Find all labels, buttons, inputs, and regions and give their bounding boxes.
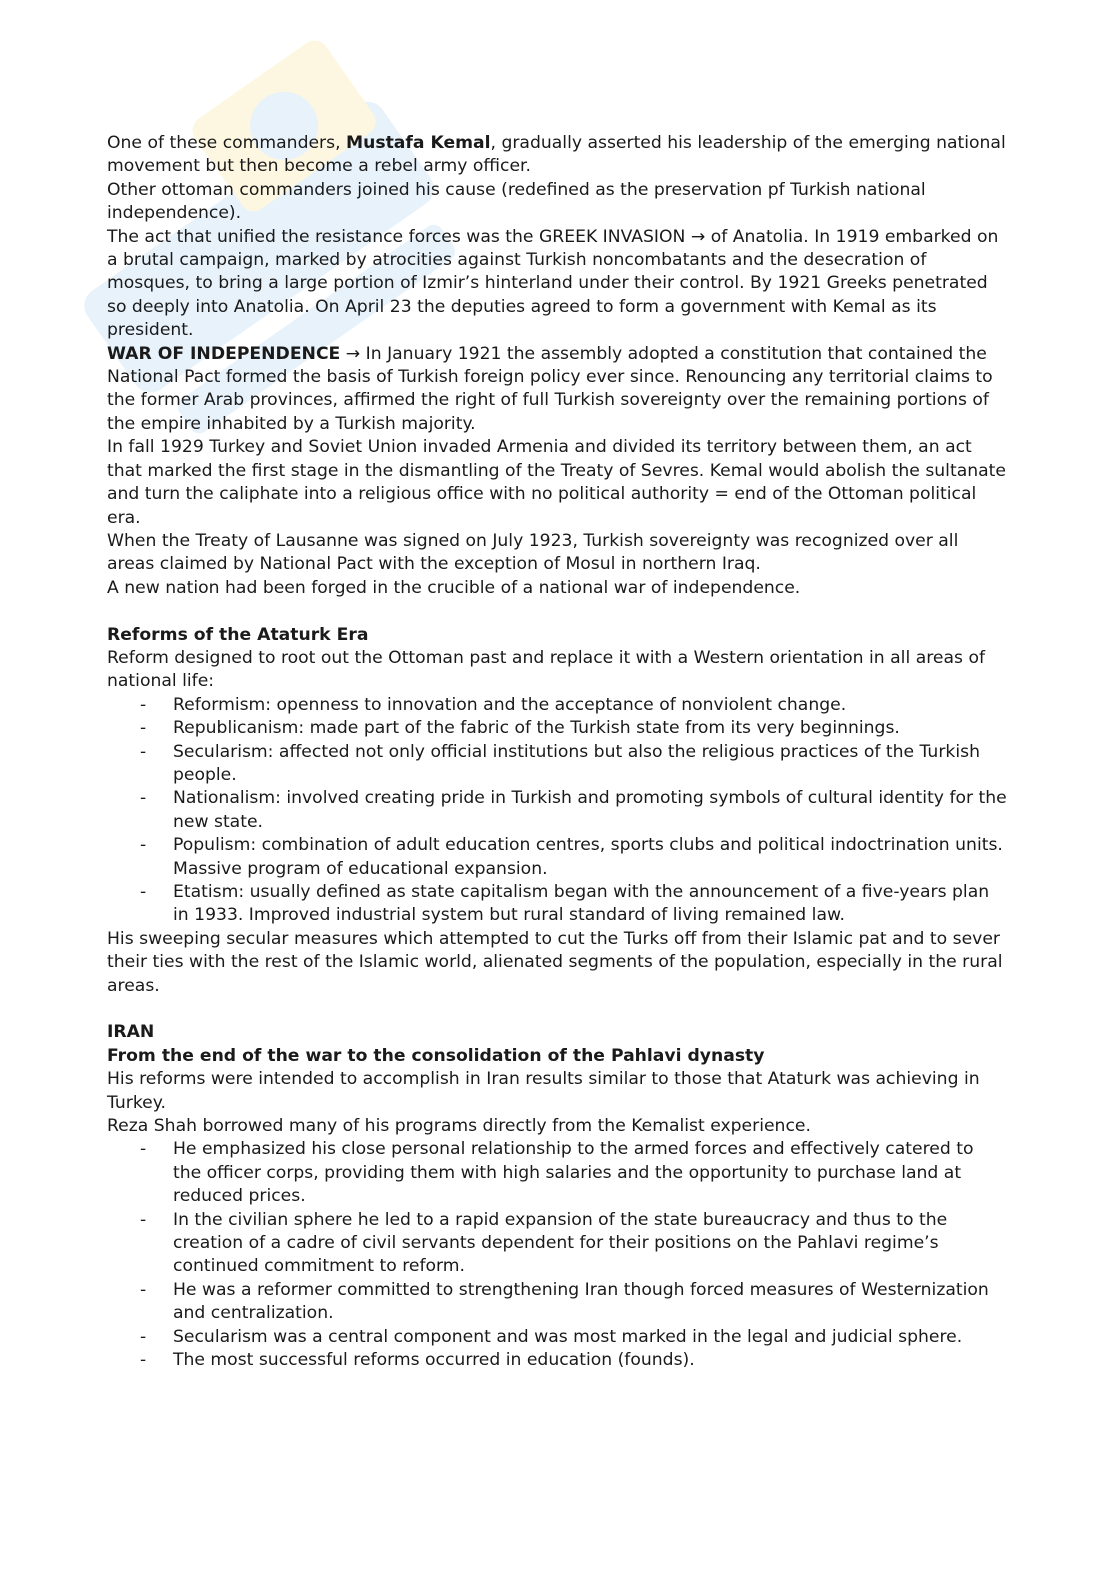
paragraph-new-nation: A new nation had been forged in the crucible of a national war of independence.: [107, 577, 801, 598]
paragraph-reza-shah: Reza Shah borrowed many of his programs directly from the Kemalist experience.: [107, 1116, 811, 1137]
spacer: [107, 998, 1007, 1021]
paragraph-mustafa-kemal: [107, 132, 1007, 179]
text-span: In January 1921 the assembly adopted a constitution that contained the National Pact formed the basis of Turkish foreign policy ever since. Renouncing any territorial claims to the former Arab provinces, affirmed the right of full Turkish sovereignty over the remaining portions of the empire inhabited by a Turkish majority.: [107, 343, 993, 434]
list-item: - Etatism: usually defined as state capitalism began with the announcement of a five-years plan in 1933. Improved industrial system but rural standard of living remained law.: [173, 881, 1007, 928]
list-item: - Republicanism: made part of the fabric of the Turkish state from its very beginnings.: [173, 717, 1007, 740]
paragraph-armenia: In fall 1929 Turkey and Soviet Union invaded Armenia and divided its territory between them, an act that marked the first stage in the dismantling of the Treaty of Sevres. Kemal would abolish the sultanate and turn the caliphate into a religious office with no political authority = end of the Ottoman political era.: [107, 437, 1006, 528]
heading-war-of-independence: WAR OF INDEPENDENCE: [107, 343, 341, 364]
paragraph-reforms-intro: Reform designed to root out the Ottoman past and replace it with a Western orientation in all areas of national life:: [107, 647, 986, 692]
list-reza-shah: [107, 1138, 1007, 1372]
paragraph-lausanne: When the Treaty of Lausanne was signed on July 1923, Turkish sovereignty was recognized over all areas claimed by National Pact with the exception of Mosul in northern Iraq.: [107, 530, 959, 575]
list-item: - He emphasized his close personal relationship to the armed forces and effectively catered to the officer corps, providing them with high salaries and the opportunity to purchase land at reduced prices.: [173, 1138, 1007, 1208]
heading-pahlavi: [107, 1045, 1007, 1068]
name-mustafa-kemal: Mustafa Kemal: [346, 133, 491, 153]
text-span: One of these commanders,: [107, 133, 346, 153]
heading-text: Reforms of the Ataturk Era: [107, 624, 369, 645]
list-item: - Secularism: affected not only official institutions but also the religious practices of the Turkish people.: [173, 741, 1007, 788]
list-item: - The most successful reforms occurred in education (founds).: [173, 1349, 1007, 1372]
paragraph-other-commanders: Other ottoman commanders joined his cause (redefined as the preservation pf Turkish national independence).: [107, 179, 926, 224]
heading-text: IRAN: [107, 1022, 155, 1043]
list-item: - Secularism was a central component and was most marked in the legal and judicial sphere.: [173, 1326, 1007, 1349]
text-span: The act that unified the resistance forces was the GREEK INVASION: [107, 226, 691, 247]
text-span: of Anatolia. In 1919 embarked on a brutal campaign, marked by atrocities against Turkish noncombatants and the desecration of mosques, to bring a large portion of Izmir’s hinterland under their control. By 1921 Greeks penetrated so deeply into Anatolia. On April 23 the deputies agreed to form a government with Kemal as its president.: [107, 226, 999, 341]
list-item: - Reformism: openness to innovation and the acceptance of nonviolent change.: [173, 694, 1007, 717]
list-item: - He was a reformer committed to strengthening Iran though forced measures of Westernization and centralization.: [173, 1279, 1007, 1326]
text-span: , gradually asserted his leadership of the emerging national movement but then become a rebel army officer.: [107, 133, 1006, 177]
paragraph-secular-measures: His sweeping secular measures which attempted to cut the Turks off from their Islamic pat and to sever their ties with the rest of the Islamic world, alienated segments of the population, especially in the rural areas.: [107, 928, 1003, 996]
heading-iran: [107, 1021, 1007, 1044]
spacer: [107, 600, 1007, 623]
paragraph-iran-reforms: His reforms were intended to accomplish in Iran results similar to those that Ataturk was achieving in Turkey.: [107, 1069, 980, 1113]
paragraph-war-of-independence: [107, 343, 1007, 437]
heading-text: From the end of the war to the consolidation of the Pahlavi dynasty: [107, 1045, 765, 1066]
list-item: - In the civilian sphere he led to a rapid expansion of the state bureaucracy and thus to the creation of a cadre of civil servants dependent for their positions on the Pahlavi regime’s continued commitment to reform.: [173, 1209, 1007, 1279]
paragraph-greek-invasion: [107, 226, 1007, 343]
arrow-icon: →: [345, 343, 361, 364]
document-page: [107, 132, 1007, 1373]
list-item: - Populism: combination of adult education centres, sports clubs and political indoctrination units. Massive program of educational expansion.: [173, 834, 1007, 881]
arrow-icon: →: [690, 226, 706, 247]
list-reforms: [107, 694, 1007, 928]
list-item: - Nationalism: involved creating pride in Turkish and promoting symbols of cultural identity for the new state.: [173, 787, 1007, 834]
heading-reforms-ataturk: [107, 624, 1007, 647]
